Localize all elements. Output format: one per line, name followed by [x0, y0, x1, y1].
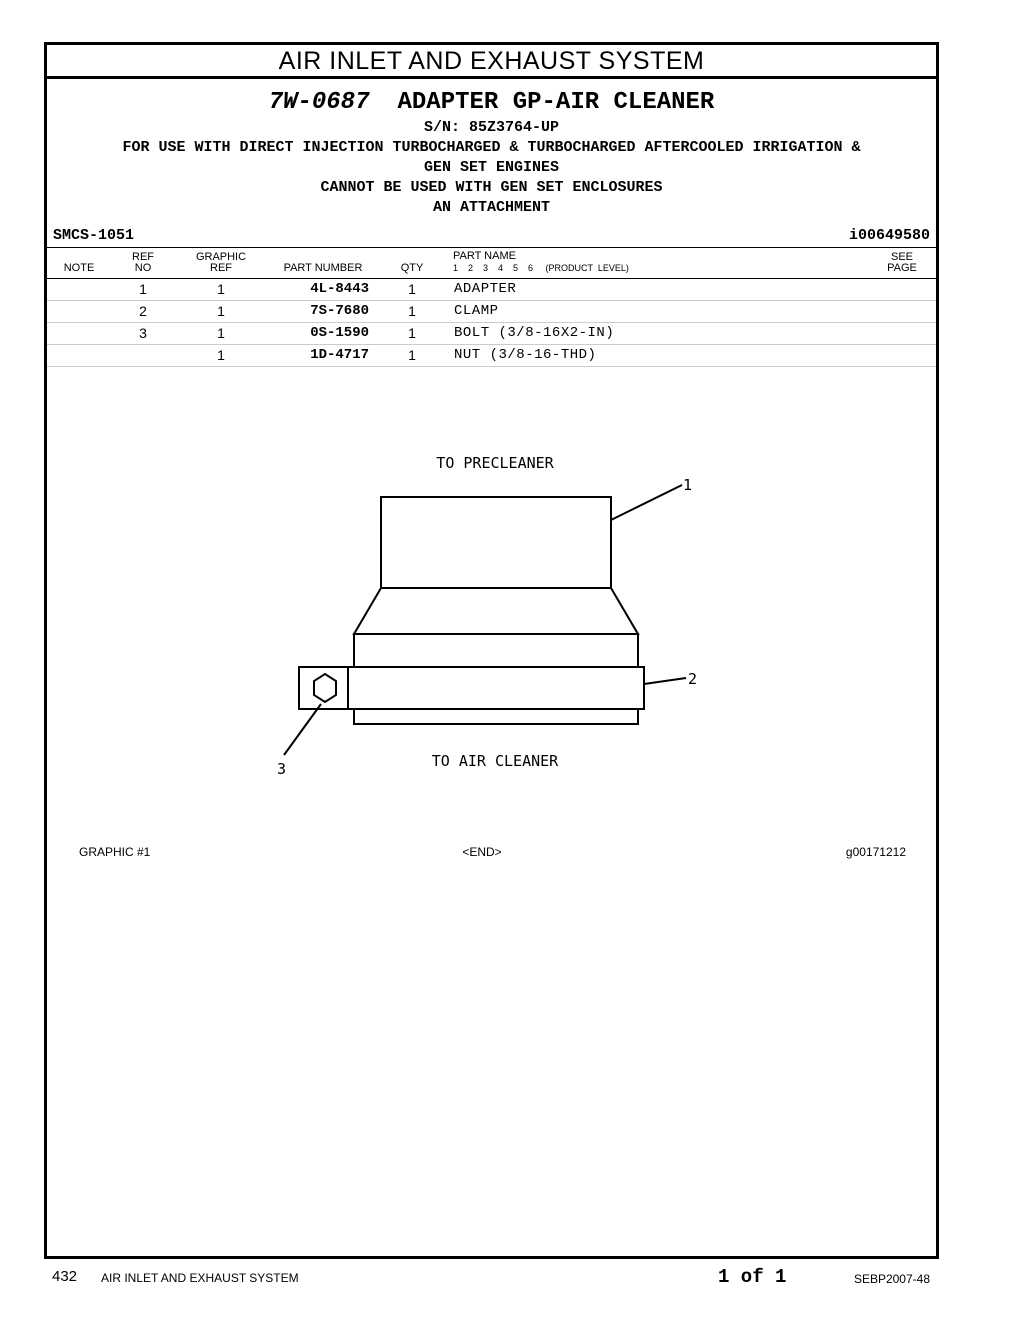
part-name: NUT (3/8-16-THD) — [454, 347, 597, 363]
graphic-id: g00171212 — [845, 845, 906, 859]
col-graphic-top: GRAPHIC — [195, 251, 247, 263]
clamp-band — [348, 667, 644, 709]
quantity: 1 — [408, 325, 416, 341]
ref-no: 2 — [139, 303, 147, 319]
parts-illustration — [277, 440, 757, 785]
ref-no: 3 — [139, 325, 147, 341]
note-line: CANNOT BE USED WITH GEN SET ENCLOSURES — [320, 179, 663, 196]
col-qty: QTY — [400, 262, 424, 274]
adapter-lower-body — [354, 634, 638, 667]
illustration-id: i00649580 — [848, 227, 930, 244]
leader-line-3 — [284, 704, 321, 755]
section-title: AIR INLET AND EXHAUST SYSTEM — [47, 45, 936, 79]
graphic-ref: 1 — [217, 303, 225, 319]
adapter-transition — [354, 588, 638, 634]
product-levels: 1 2 3 4 5 6 (PRODUCT LEVEL) — [453, 263, 629, 273]
group-name: ADAPTER GP-AIR CLEANER — [397, 89, 715, 116]
graphic-ref: 1 — [217, 325, 225, 341]
part-number: 1D-4717 — [310, 347, 369, 363]
part-number: 0S-1590 — [310, 325, 369, 341]
footer-section: AIR INLET AND EXHAUST SYSTEM — [101, 1271, 299, 1285]
col-see-bottom: PAGE — [887, 262, 917, 274]
serial-number: S/N: 85Z3764-UP — [423, 119, 560, 136]
table-row — [47, 300, 936, 323]
col-part-name: PART NAME — [453, 250, 516, 262]
clamp-bolt-block — [299, 667, 348, 709]
adapter-upper-body — [381, 497, 611, 588]
col-part-number: PART NUMBER — [283, 262, 363, 274]
label-to-precleaner: TO PRECLEANER — [436, 454, 554, 472]
part-name: ADAPTER — [454, 281, 517, 297]
table-row — [47, 344, 936, 367]
adapter-bottom-lip — [354, 709, 638, 724]
callout-3: 3 — [277, 760, 287, 778]
document-id: SEBP2007-48 — [853, 1272, 930, 1286]
page-frame — [44, 42, 939, 1259]
note-line: FOR USE WITH DIRECT INJECTION TURBOCHARGED & TURBOCHARGED AFTERCOOLED IRRIGATION & — [122, 139, 861, 156]
quantity: 1 — [408, 303, 416, 319]
col-note: NOTE — [63, 262, 95, 274]
ref-no: 1 — [139, 281, 147, 297]
note-line: GEN SET ENGINES — [423, 159, 560, 176]
graphic-number: GRAPHIC #1 — [79, 845, 151, 859]
leader-line-2 — [644, 678, 686, 684]
label-to-air-cleaner: TO AIR CLEANER — [431, 752, 559, 770]
group-heading — [47, 89, 936, 116]
note-line: AN ATTACHMENT — [432, 199, 551, 216]
col-graphic-bottom: REF — [210, 262, 232, 274]
bolt-hex-icon — [314, 674, 336, 702]
smcs-code: SMCS-1051 — [53, 227, 135, 244]
col-ref-top: REF — [132, 251, 154, 263]
part-name: CLAMP — [454, 303, 499, 319]
callout-2: 2 — [688, 670, 698, 688]
leader-line-1 — [611, 485, 682, 520]
col-ref-bottom: NO — [134, 262, 152, 274]
table-row — [47, 278, 936, 301]
graphic-ref: 1 — [217, 281, 225, 297]
page-of: 1 of 1 — [718, 1266, 787, 1288]
part-name: BOLT (3/8-16X2-IN) — [454, 325, 615, 341]
part-number: 4L-8443 — [310, 281, 369, 297]
col-see-top: SEE — [890, 251, 913, 263]
end-marker: <END> — [462, 845, 502, 859]
part-number: 7S-7680 — [310, 303, 369, 319]
group-part-number: 7W-0687 — [268, 89, 370, 116]
page-number: 432 — [52, 1268, 78, 1285]
quantity: 1 — [408, 281, 416, 297]
quantity: 1 — [408, 347, 416, 363]
callout-1: 1 — [683, 476, 693, 494]
column-header-row — [47, 247, 936, 279]
graphic-ref: 1 — [217, 347, 225, 363]
table-row — [47, 322, 936, 345]
